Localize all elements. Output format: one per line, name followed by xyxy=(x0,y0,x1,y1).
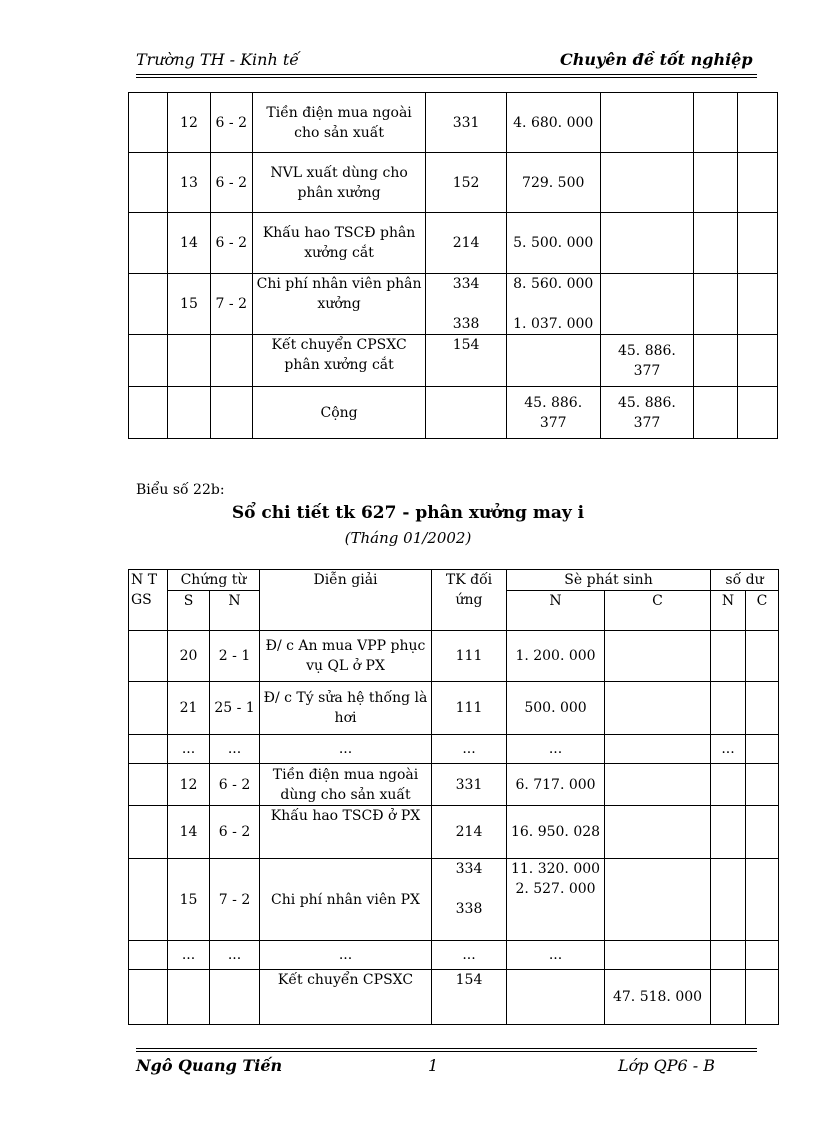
description: Chi phí nhân viên PX xyxy=(260,859,432,941)
description: NVL xuất dùng cho phân xưởng xyxy=(252,153,425,213)
debit: 1. 200. 000 xyxy=(507,631,605,682)
doc-n: 6 - 2 xyxy=(210,806,260,859)
table-row xyxy=(129,213,778,274)
page-number: 1 xyxy=(428,1056,439,1075)
account: 331 xyxy=(426,93,507,153)
description: Tiền điện mua ngoài dùng cho sản xuất xyxy=(260,764,432,806)
debit-1: 11. 320. 000 xyxy=(510,861,601,877)
account: 331 xyxy=(432,764,507,806)
account-2: 338 xyxy=(452,316,480,332)
ellipsis: ... xyxy=(260,941,432,970)
doc-n: 25 - 1 xyxy=(210,682,260,735)
doc-s: 15 xyxy=(168,859,210,941)
doc-n: 6 - 2 xyxy=(210,93,252,153)
ellipsis: ... xyxy=(260,735,432,764)
doc-s: 14 xyxy=(168,213,210,274)
doc-s: 12 xyxy=(168,764,210,806)
doc-n: 7 - 2 xyxy=(210,274,252,335)
ellipsis: ... xyxy=(168,941,210,970)
header-school: Trường TH - Kinh tế xyxy=(136,50,300,69)
table-row xyxy=(129,806,779,859)
description: Khấu hao TSCĐ ở PX xyxy=(260,806,432,859)
doc-s: 12 xyxy=(168,93,210,153)
table-row xyxy=(129,153,778,213)
debit-2: 2. 527. 000 xyxy=(515,881,596,897)
ellipsis: ... xyxy=(210,941,260,970)
col-tk: TK đối ứng xyxy=(432,570,507,631)
col-phatsinh: Sè phát sinh xyxy=(507,570,711,591)
debit: 4. 680. 000 xyxy=(506,93,600,153)
debit xyxy=(507,859,605,941)
table-row-ellipsis xyxy=(129,941,779,970)
debit: 729. 500 xyxy=(506,153,600,213)
debit-1: 8. 560. 000 xyxy=(513,276,594,292)
total-debit: 45. 886. 377 xyxy=(506,387,600,439)
credit xyxy=(600,93,694,153)
credit: 45. 886. 377 xyxy=(600,335,694,387)
account: 111 xyxy=(432,682,507,735)
header-row xyxy=(129,570,779,591)
account: 214 xyxy=(426,213,507,274)
table-row xyxy=(129,764,779,806)
credit xyxy=(600,153,694,213)
credit xyxy=(600,213,694,274)
doc-s: 21 xyxy=(168,682,210,735)
ellipsis: ... xyxy=(432,735,507,764)
doc-s: 14 xyxy=(168,806,210,859)
description: Đ/ c An mua VPP phục vụ QL ở PX xyxy=(260,631,432,682)
ellipsis: ... xyxy=(507,735,605,764)
description: Chi phí nhân viên phân xưởng xyxy=(252,274,425,335)
col-ntgs: N T GS xyxy=(129,570,168,631)
class-name: Lớp QP6 - B xyxy=(618,1056,715,1075)
table-row xyxy=(129,274,778,335)
col-ps-n: N xyxy=(507,591,605,631)
doc-s: 20 xyxy=(168,631,210,682)
col-diengiai: Diễn giải xyxy=(260,570,432,631)
doc-s: 15 xyxy=(168,274,210,335)
description: Khấu hao TSCĐ phân xưởng cắt xyxy=(252,213,425,274)
ellipsis: ... xyxy=(507,941,605,970)
debit: 16. 950. 028 xyxy=(507,806,605,859)
table-row xyxy=(129,335,778,387)
account-2: 338 xyxy=(455,901,483,917)
col-sd-c: C xyxy=(746,591,779,631)
doc-n: 2 - 1 xyxy=(210,631,260,682)
debit: 500. 000 xyxy=(507,682,605,735)
account: 154 xyxy=(426,335,507,387)
total-credit: 45. 886. 377 xyxy=(600,387,694,439)
debit-2: 1. 037. 000 xyxy=(513,316,594,332)
debit: 6. 717. 000 xyxy=(507,764,605,806)
ellipsis: ... xyxy=(711,735,746,764)
ledger-table-2 xyxy=(128,569,779,1025)
description: Kết chuyển CPSXC xyxy=(260,970,432,1025)
col-s: S xyxy=(168,591,210,631)
ellipsis: ... xyxy=(432,941,507,970)
doc-n: 7 - 2 xyxy=(210,859,260,941)
description: Đ/ c Tý sửa hệ thống là hơi xyxy=(260,682,432,735)
debit: 5. 500. 000 xyxy=(506,213,600,274)
ledger-title: Sổ chi tiết tk 627 - phân xưởng may i xyxy=(231,503,585,523)
account: 152 xyxy=(426,153,507,213)
col-sodu: số dư xyxy=(711,570,779,591)
table-row xyxy=(129,631,779,682)
ellipsis: ... xyxy=(210,735,260,764)
table-row xyxy=(129,682,779,735)
debit xyxy=(506,274,600,335)
table-row xyxy=(129,970,779,1025)
credit: 47. 518. 000 xyxy=(605,970,711,1025)
header-rule xyxy=(136,77,757,78)
header-title: Chuyên đề tốt nghiệp xyxy=(560,50,753,69)
table-row xyxy=(129,859,779,941)
account xyxy=(432,859,507,941)
ledger-table-1 xyxy=(128,92,778,439)
account: 111 xyxy=(432,631,507,682)
footer-rule xyxy=(136,1051,757,1052)
author-name: Ngô Quang Tiến xyxy=(136,1056,283,1075)
account: 214 xyxy=(432,806,507,859)
description: Tiền điện mua ngoài cho sản xuất xyxy=(252,93,425,153)
doc-n: 6 - 2 xyxy=(210,213,252,274)
account-1: 334 xyxy=(452,276,480,292)
form-label: Biểu số 22b: xyxy=(136,482,225,498)
account: 154 xyxy=(432,970,507,1025)
footer-rule xyxy=(136,1048,757,1049)
doc-s: 13 xyxy=(168,153,210,213)
ledger-period: (Tháng 01/2002) xyxy=(344,529,472,547)
account-1: 334 xyxy=(455,861,483,877)
description: Kết chuyển CPSXC phân xưởng cắt xyxy=(252,335,425,387)
table-row xyxy=(129,93,778,153)
total-label: Cộng xyxy=(252,387,425,439)
col-chungtu: Chứng từ xyxy=(168,570,260,591)
col-sd-n: N xyxy=(711,591,746,631)
ellipsis: ... xyxy=(168,735,210,764)
account xyxy=(426,274,507,335)
col-ps-c: C xyxy=(605,591,711,631)
header-rule xyxy=(136,74,757,75)
table-row-ellipsis xyxy=(129,735,779,764)
col-n: N xyxy=(210,591,260,631)
doc-n: 6 - 2 xyxy=(210,153,252,213)
table-row xyxy=(129,387,778,439)
doc-n: 6 - 2 xyxy=(210,764,260,806)
